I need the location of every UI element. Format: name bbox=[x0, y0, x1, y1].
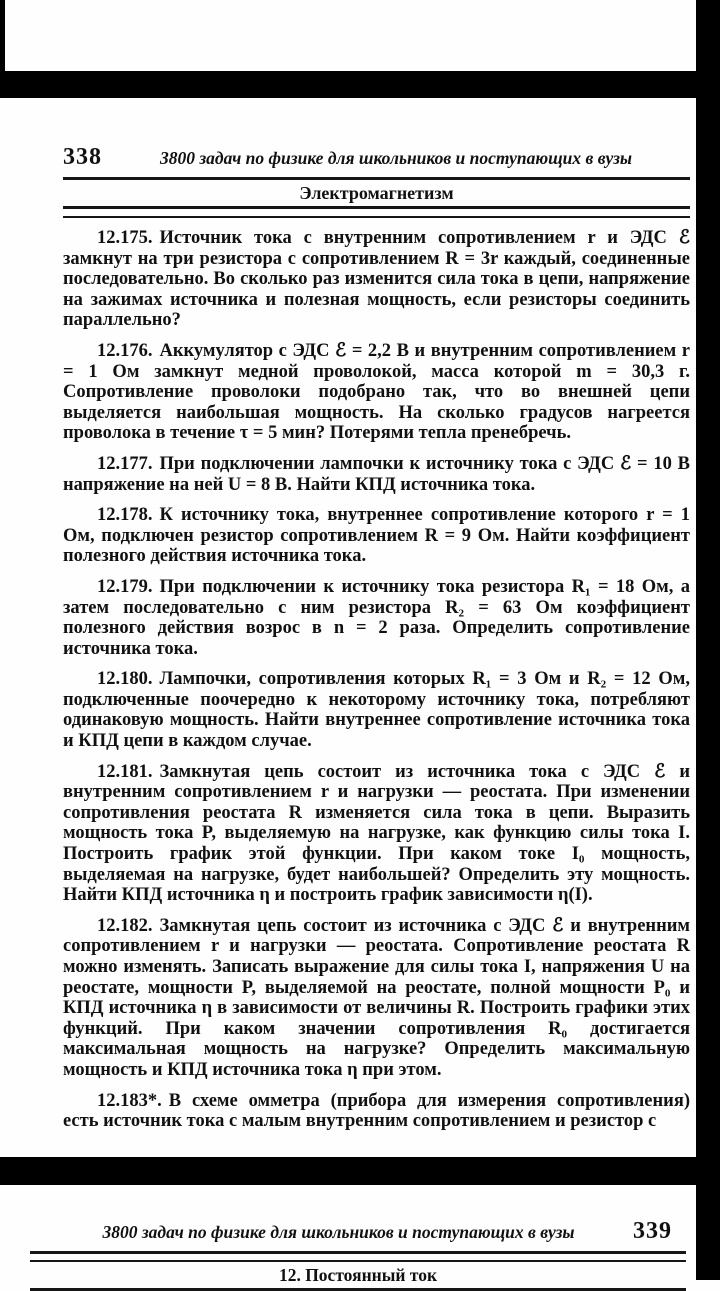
problem-12-175 bbox=[63, 228, 690, 331]
page-separator-top bbox=[0, 71, 720, 98]
problem-12-182 bbox=[63, 916, 690, 1081]
problem-text: Аккумулятор с ЭДС ℰ = 2,2 В и внутренним сопротивлением r = 1 Ом замкнут медной проволокой, масса которой m = 30,3 г. Сопротивление проволоки подобрано так, что во внешней цепи выделяется наибольшая мощность. На сколько градусов нагреется проволока в течение τ = 5 мин? Потерями тепла пренебречь. bbox=[63, 340, 690, 444]
problem-12-183 bbox=[63, 1091, 690, 1132]
problem-number: 12.180. bbox=[97, 669, 153, 690]
problem-text: Замкнутая цепь состоит из источника тока с ЭДС ℰ и внутренним сопротивлением r и нагрузки — реостата. При изменении сопротивления реостата R изменяется сила тока в цепи. Выразить мощность тока P, выделяемую на нагрузке, как функцию силы тока I. Построить график этой функции. При каком токе I₀ мощность, выделяемая на нагрузке, будет наибольшей? Определить эту мощность. Найти КПД источника η и построить график зависимости η(I). bbox=[63, 761, 690, 906]
scanned-page-338 bbox=[0, 98, 696, 1157]
problem-12-176 bbox=[63, 341, 690, 444]
page-separator-bottom bbox=[0, 1157, 720, 1185]
problem-number: 12.176. bbox=[97, 340, 153, 361]
section-title: Электромагнетизм bbox=[299, 183, 454, 203]
problem-number: 12.177. bbox=[97, 453, 153, 474]
problem-12-177 bbox=[63, 454, 690, 495]
problem-number: 12.183*. bbox=[97, 1090, 162, 1111]
scanned-page-339 bbox=[0, 1185, 696, 1285]
chapter-title: 12. Постоянный ток bbox=[278, 1265, 438, 1285]
problem-text: Источник тока с внутренним сопротивлением r и ЭДС ℰ замкнут на три резистора с сопротивлением R = 3r каждый, соединенные последовательно. Во сколько раз изменится сила тока в цепи, напряжение на зажимах источника и полезная мощность, если резисторы соединить параллельно? bbox=[63, 228, 690, 331]
page-338-content bbox=[63, 144, 690, 1132]
problem-text: При подключении лампочки к источнику тока с ЭДС ℰ = 10 В напряжение на ней U = 8 В. Найти КПД источника тока. bbox=[63, 453, 690, 495]
running-title: 3800 задач по физике для школьников и поступающих в вузы bbox=[102, 1222, 575, 1242]
running-title: 3800 задач по физике для школьников и поступающих в вузы bbox=[159, 148, 633, 168]
page-338-header bbox=[63, 144, 690, 171]
header-double-rule bbox=[30, 1251, 686, 1262]
section-double-rule bbox=[63, 206, 690, 218]
problem-12-180 bbox=[63, 669, 690, 751]
scanner-right-edge-bar bbox=[696, 0, 720, 1280]
problem-text: К источнику тока, внутреннее сопротивление которого r = 1 Ом, подключен резистор сопротивлением R = 9 Ом. Найти коэффициент полезного действия источника тока. bbox=[63, 505, 690, 567]
problem-text: Лампочки, сопротивления которых R₁ = 3 Ом и R₂ = 12 Ом, подключенные поочередно к некоторому источнику тока, потребляют одинаковую мощность. Найти внутреннее сопротивление источника тока и КПД цепи в каждом случае. bbox=[63, 669, 690, 752]
page-number: 339 bbox=[633, 1218, 672, 1244]
page-339-content bbox=[30, 1218, 686, 1291]
problem-number: 12.182. bbox=[97, 915, 153, 936]
problem-12-181 bbox=[63, 762, 690, 906]
problem-12-178 bbox=[63, 505, 690, 567]
page-339-header bbox=[30, 1218, 686, 1245]
page-number: 338 bbox=[63, 144, 102, 170]
problem-text: Замкнутая цепь состоит из источника с ЭДС ℰ и внутренним сопротивлением r и нагрузки — реостата. Сопротивление реостата R можно изменять. Записать выражение для силы тока I, напряжения U на реостате, мощности P, выделяемой на реостате, полной мощности P₀ и КПД источника η в зависимости от величины R. Построить графики этих функций. При каком значении сопротивления R₀ достигается максимальная мощность на нагрузке? Определить максимальную мощность и КПД источника тока η при этом. bbox=[63, 915, 690, 1080]
problem-number: 12.179. bbox=[97, 576, 153, 597]
problem-number: 12.175. bbox=[97, 228, 153, 248]
problem-text: В схеме омметра (прибора для измерения сопротивления) есть источник тока с малым внутренним сопротивлением и резистор с bbox=[63, 1090, 690, 1132]
problem-number: 12.181. bbox=[97, 761, 153, 782]
problem-12-179 bbox=[63, 577, 690, 659]
problem-number: 12.178. bbox=[97, 505, 153, 526]
problem-text: При подключении к источнику тока резистора R₁ = 18 Ом, а затем последовательно с ним резистора R₂ = 63 Ом коэффициент полезного действия возрос в n = 2 раза. Определить сопротивление источника тока. bbox=[63, 576, 690, 659]
